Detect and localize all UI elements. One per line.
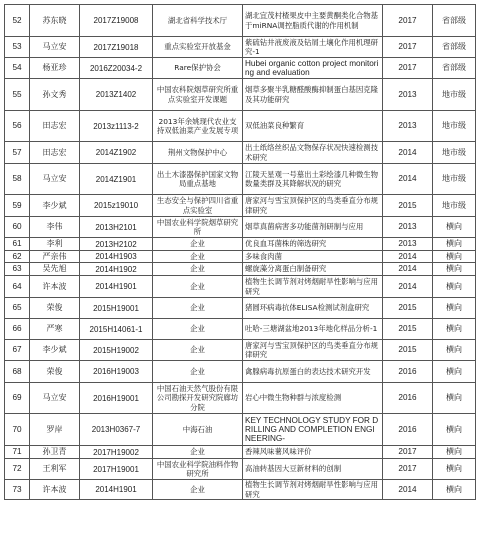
table-row xyxy=(5,164,476,195)
principal-investigator: 李利 xyxy=(30,238,80,251)
funding-organization: 荆州文物保护中心 xyxy=(153,142,243,164)
row-number: 69 xyxy=(5,383,30,414)
project-year: 2017 xyxy=(383,58,433,79)
principal-investigator: 田志宏 xyxy=(30,111,80,142)
project-title: Hubei organic cotton project monitoring and evaluation xyxy=(243,58,383,79)
row-number: 57 xyxy=(5,142,30,164)
principal-investigator: 荣俊 xyxy=(30,361,80,383)
principal-investigator: 李伟 xyxy=(30,217,80,238)
principal-investigator: 苏东晓 xyxy=(30,5,80,37)
project-title: 猪圆环病毒抗体ELISA检测试剂盒研究 xyxy=(243,298,383,319)
principal-investigator: 李少斌 xyxy=(30,195,80,217)
funding-organization: 2013年余姚现代农业支持双低油菜产业发展专项 xyxy=(153,111,243,142)
table-row xyxy=(5,459,476,480)
funding-organization: 中国农业科学院油料作物研究所 xyxy=(153,459,243,480)
project-year: 2014 xyxy=(383,480,433,500)
funding-organization: 企业 xyxy=(153,251,243,263)
project-code: 2017H19002 xyxy=(80,446,153,459)
project-level: 省部级 xyxy=(433,58,476,79)
project-code: 2015z19010 xyxy=(80,195,153,217)
row-number: 56 xyxy=(5,111,30,142)
project-code: 2014Z1901 xyxy=(80,164,153,195)
table-row xyxy=(5,195,476,217)
row-number: 71 xyxy=(5,446,30,459)
project-year: 2013 xyxy=(383,111,433,142)
project-level: 横向 xyxy=(433,459,476,480)
project-code: 2015H19001 xyxy=(80,298,153,319)
table-row xyxy=(5,361,476,383)
project-code: 2014H1902 xyxy=(80,263,153,276)
project-title: 湖北宜茂村楂果皮中主要黄酮类化合物基于miRNA调控脂质代谢的作用机制 xyxy=(243,5,383,37)
project-code: 2014Z1902 xyxy=(80,142,153,164)
funding-organization: Rare保护协会 xyxy=(153,58,243,79)
project-level: 横向 xyxy=(433,319,476,340)
project-year: 2014 xyxy=(383,251,433,263)
row-number: 61 xyxy=(5,238,30,251)
project-year: 2016 xyxy=(383,414,433,446)
project-code: 2016Z20034-2 xyxy=(80,58,153,79)
project-code: 2013H2102 xyxy=(80,238,153,251)
project-code: 2016H19003 xyxy=(80,361,153,383)
project-level: 省部级 xyxy=(433,5,476,37)
table-row xyxy=(5,142,476,164)
project-level: 地市级 xyxy=(433,142,476,164)
row-number: 68 xyxy=(5,361,30,383)
project-title: 唐家河与雪宝顶保护区的鸟类垂直分布规律研究 xyxy=(243,195,383,217)
project-title: 植物生长调节剂对烤烟耐旱性影响与应用研究 xyxy=(243,276,383,298)
table-row xyxy=(5,251,476,263)
table-row xyxy=(5,5,476,37)
project-title: 禽腺病毒抗原蛋白的表达技术研究开发 xyxy=(243,361,383,383)
principal-investigator: 许本波 xyxy=(30,276,80,298)
table-row xyxy=(5,276,476,298)
project-table-sheet xyxy=(4,4,475,552)
principal-investigator: 李少斌 xyxy=(30,340,80,361)
principal-investigator: 荣俊 xyxy=(30,298,80,319)
table-row xyxy=(5,79,476,111)
project-year: 2017 xyxy=(383,5,433,37)
project-code: 2016H19001 xyxy=(80,383,153,414)
funding-organization: 企业 xyxy=(153,446,243,459)
project-title: KEY TECHNOLOGY STUDY FOR DRILLING AND COMPLETION ENGINEERING- xyxy=(243,414,383,446)
funding-organization: 湖北省科学技术厅 xyxy=(153,5,243,37)
table-row xyxy=(5,37,476,58)
project-code: 2013z1113-2 xyxy=(80,111,153,142)
funding-organization: 企业 xyxy=(153,238,243,251)
funding-organization: 重点实验室开放基金 xyxy=(153,37,243,58)
principal-investigator: 马立安 xyxy=(30,164,80,195)
funding-organization: 企业 xyxy=(153,480,243,500)
funding-organization: 中国石油天然气股份有限公司勘探开发研究院廊坊分院 xyxy=(153,383,243,414)
principal-investigator: 孙文秀 xyxy=(30,79,80,111)
project-level: 地市级 xyxy=(433,111,476,142)
project-title: 紫硫钻井液废液及钻屑土壤化作用机理研究-1 xyxy=(243,37,383,58)
principal-investigator: 罗岸 xyxy=(30,414,80,446)
project-title: 江陵天星观一号墓出土彩绘漆几种微生物数量类群及其降解状况的研究 xyxy=(243,164,383,195)
project-year: 2015 xyxy=(383,340,433,361)
table-row xyxy=(5,58,476,79)
project-year: 2017 xyxy=(383,446,433,459)
project-title: 植物生长调节剂对烤烟耐旱性影响与应用研究 xyxy=(243,480,383,500)
project-code: 2013Z1402 xyxy=(80,79,153,111)
project-code: 2017Z19018 xyxy=(80,37,153,58)
row-number: 53 xyxy=(5,37,30,58)
project-code: 2014H1901 xyxy=(80,276,153,298)
table-row xyxy=(5,414,476,446)
project-level: 横向 xyxy=(433,238,476,251)
table-row xyxy=(5,340,476,361)
project-code: 2014H1903 xyxy=(80,251,153,263)
project-title: 多味食肉菌 xyxy=(243,251,383,263)
project-level: 横向 xyxy=(433,446,476,459)
funding-organization: 企业 xyxy=(153,276,243,298)
row-number: 64 xyxy=(5,276,30,298)
principal-investigator: 孙卫青 xyxy=(30,446,80,459)
table-row xyxy=(5,480,476,500)
principal-investigator: 王利军 xyxy=(30,459,80,480)
project-level: 横向 xyxy=(433,480,476,500)
row-number: 70 xyxy=(5,414,30,446)
funding-organization: 企业 xyxy=(153,298,243,319)
project-level: 省部级 xyxy=(433,37,476,58)
row-number: 58 xyxy=(5,164,30,195)
project-title: 出土纸络丝织品文物保存状况快速检测技术研究 xyxy=(243,142,383,164)
project-year: 2017 xyxy=(383,37,433,58)
project-title: 高油转基因大豆新材料的创制 xyxy=(243,459,383,480)
project-year: 2014 xyxy=(383,263,433,276)
funding-organization: 企业 xyxy=(153,361,243,383)
project-year: 2015 xyxy=(383,298,433,319)
table-row xyxy=(5,298,476,319)
project-level: 横向 xyxy=(433,298,476,319)
project-title: 吐哈-三塘湖盆地2013年地化样品分析-1 xyxy=(243,319,383,340)
project-level: 横向 xyxy=(433,383,476,414)
project-title: 螺旋藻分离蛋白制备研究 xyxy=(243,263,383,276)
funding-organization: 出土木漆器保护国家文物局重点基地 xyxy=(153,164,243,195)
project-level: 地市级 xyxy=(433,195,476,217)
funding-organization: 企业 xyxy=(153,319,243,340)
table-row xyxy=(5,383,476,414)
project-level: 地市级 xyxy=(433,79,476,111)
project-level: 横向 xyxy=(433,251,476,263)
project-year: 2014 xyxy=(383,276,433,298)
project-code: 2017Z19008 xyxy=(80,5,153,37)
project-level: 地市级 xyxy=(433,164,476,195)
project-year: 2014 xyxy=(383,142,433,164)
row-number: 67 xyxy=(5,340,30,361)
project-year: 2015 xyxy=(383,319,433,340)
row-number: 62 xyxy=(5,251,30,263)
funding-organization: 生态安全与保护四川省重点实验室 xyxy=(153,195,243,217)
table-row xyxy=(5,263,476,276)
funding-organization: 中国农科院烟草研究所重点实验室开发课题 xyxy=(153,79,243,111)
row-number: 55 xyxy=(5,79,30,111)
table-row xyxy=(5,111,476,142)
table-row xyxy=(5,238,476,251)
project-title: 唐家河与雪宝顶保护区的鸟类垂直分布规律研究 xyxy=(243,340,383,361)
row-number: 72 xyxy=(5,459,30,480)
project-level: 横向 xyxy=(433,217,476,238)
project-year: 2013 xyxy=(383,217,433,238)
row-number: 60 xyxy=(5,217,30,238)
project-year: 2014 xyxy=(383,164,433,195)
project-year: 2016 xyxy=(383,361,433,383)
project-table-body xyxy=(5,5,476,500)
principal-investigator: 杨亚珍 xyxy=(30,58,80,79)
funding-organization: 企业 xyxy=(153,263,243,276)
project-code: 2015H19002 xyxy=(80,340,153,361)
project-title: 香辣风味薯风味评价 xyxy=(243,446,383,459)
row-number: 52 xyxy=(5,5,30,37)
row-number: 73 xyxy=(5,480,30,500)
table-row xyxy=(5,446,476,459)
row-number: 54 xyxy=(5,58,30,79)
funding-organization: 企业 xyxy=(153,340,243,361)
principal-investigator: 许本波 xyxy=(30,480,80,500)
principal-investigator: 严亲伟 xyxy=(30,251,80,263)
project-year: 2017 xyxy=(383,459,433,480)
row-number: 63 xyxy=(5,263,30,276)
row-number: 66 xyxy=(5,319,30,340)
project-title: 岩心中微生物种群与浓度检测 xyxy=(243,383,383,414)
project-year: 2015 xyxy=(383,195,433,217)
project-level: 横向 xyxy=(433,276,476,298)
project-level: 横向 xyxy=(433,414,476,446)
project-title: 烟草真菌病害多功能菌剂研制与应用 xyxy=(243,217,383,238)
project-table xyxy=(4,4,476,500)
row-number: 59 xyxy=(5,195,30,217)
project-year: 2013 xyxy=(383,238,433,251)
project-title: 双低油菜良种繁育 xyxy=(243,111,383,142)
project-title: 烟草多聚半乳糖醛酸酶抑制蛋白基因克隆及其功能研究 xyxy=(243,79,383,111)
table-row xyxy=(5,217,476,238)
principal-investigator: 吴先旭 xyxy=(30,263,80,276)
row-number: 65 xyxy=(5,298,30,319)
project-code: 2017H19001 xyxy=(80,459,153,480)
principal-investigator: 严寒 xyxy=(30,319,80,340)
principal-investigator: 马立安 xyxy=(30,37,80,58)
funding-organization: 中海石油 xyxy=(153,414,243,446)
project-code: 2015H14061-1 xyxy=(80,319,153,340)
project-code: 2013H2101 xyxy=(80,217,153,238)
project-year: 2013 xyxy=(383,79,433,111)
project-code: 2014H1901 xyxy=(80,480,153,500)
principal-investigator: 马立安 xyxy=(30,383,80,414)
funding-organization: 中国农业科学院烟草研究所 xyxy=(153,217,243,238)
project-code: 2013H0367-7 xyxy=(80,414,153,446)
project-level: 横向 xyxy=(433,361,476,383)
project-year: 2016 xyxy=(383,383,433,414)
project-level: 横向 xyxy=(433,263,476,276)
table-row xyxy=(5,319,476,340)
principal-investigator: 田志宏 xyxy=(30,142,80,164)
project-level: 横向 xyxy=(433,340,476,361)
project-title: 优良血耳菌株的筛选研究 xyxy=(243,238,383,251)
